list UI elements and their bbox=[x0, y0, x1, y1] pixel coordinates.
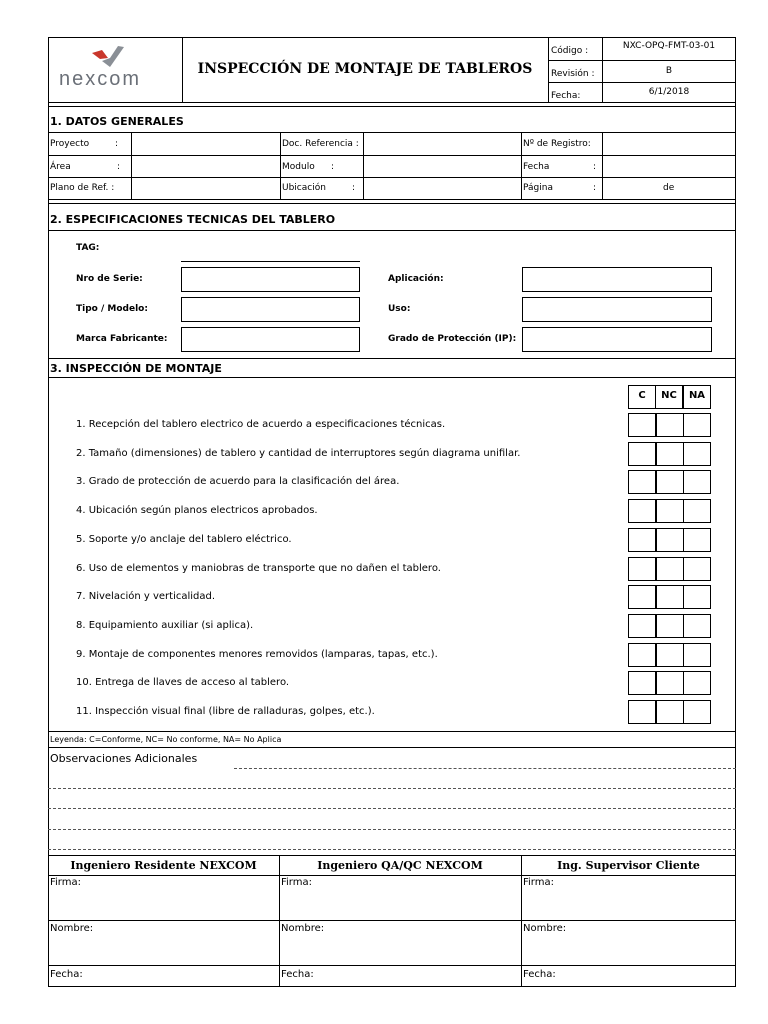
tag-label: TAG: bbox=[76, 243, 100, 253]
fecha-label: Fecha: bbox=[551, 91, 581, 101]
checkbox-nc[interactable] bbox=[656, 499, 684, 523]
section1-col bbox=[280, 132, 281, 199]
codigo-label: Código : bbox=[551, 46, 589, 56]
checkbox-na[interactable] bbox=[683, 700, 711, 724]
fecha1-label: Fecha bbox=[523, 162, 550, 172]
section2-title: 2. ESPECIFICACIONES TECNICAS DEL TABLERO bbox=[50, 213, 336, 226]
signature-row-line bbox=[48, 965, 736, 966]
checkbox-c[interactable] bbox=[628, 700, 656, 724]
inspection-item-label: 1. Recepción del tablero electrico de acuerdo a especificaciones técnicas. bbox=[76, 419, 446, 430]
inspection-item-label: 4. Ubicación según planos electricos aprobados. bbox=[76, 505, 318, 517]
plano-label: Plano de Ref. : bbox=[50, 183, 115, 193]
header-bottom-line bbox=[48, 102, 736, 103]
signature-row-line bbox=[48, 920, 736, 921]
observaciones-line bbox=[48, 747, 736, 748]
fecha-sig-label: Fecha: bbox=[523, 969, 556, 980]
colon: : bbox=[331, 162, 335, 172]
col-c-label: C bbox=[638, 390, 646, 401]
header-row-line bbox=[548, 60, 736, 61]
nro-serie-field[interactable] bbox=[181, 267, 360, 292]
fecha-sig-label: Fecha: bbox=[50, 969, 83, 980]
legend-line bbox=[48, 731, 736, 732]
sig-col2-header: Ingeniero QA/QC NEXCOM bbox=[317, 859, 483, 872]
signature-header-line bbox=[48, 875, 736, 876]
uso-field[interactable] bbox=[522, 297, 712, 322]
section1-line bbox=[48, 203, 736, 204]
checkbox-nc[interactable] bbox=[656, 671, 684, 695]
checkbox-na[interactable] bbox=[683, 499, 711, 523]
checkbox-c[interactable] bbox=[628, 643, 656, 667]
checkbox-nc[interactable] bbox=[656, 614, 684, 638]
signature-top-line bbox=[48, 855, 736, 856]
tag-underline[interactable] bbox=[181, 261, 360, 262]
codigo-value: NXC-OPQ-FMT-03-01 bbox=[622, 41, 716, 51]
nombre-label: Nombre: bbox=[523, 923, 567, 934]
section3-top-line bbox=[48, 358, 736, 359]
checkbox-na[interactable] bbox=[683, 442, 711, 466]
section2-line bbox=[48, 230, 736, 231]
ubicacion-label: Ubicación bbox=[282, 183, 326, 193]
aplicacion-label: Aplicación: bbox=[388, 274, 444, 284]
checkbox-c[interactable] bbox=[628, 614, 656, 638]
observaciones-line-5[interactable] bbox=[48, 849, 736, 850]
section1-col bbox=[602, 132, 603, 199]
aplicacion-field[interactable] bbox=[522, 267, 712, 292]
sig-col3-header: Ing. Supervisor Cliente bbox=[557, 859, 700, 872]
checkbox-nc[interactable] bbox=[656, 557, 684, 581]
fecha-value: 6/1/2018 bbox=[648, 87, 690, 97]
observaciones-line-3[interactable] bbox=[48, 808, 736, 809]
header-row-line bbox=[548, 82, 736, 83]
observaciones-line-1[interactable] bbox=[234, 768, 736, 769]
firma-label: Firma: bbox=[523, 877, 554, 888]
col-nc-label: NC bbox=[661, 390, 677, 401]
pagina-label: Página bbox=[523, 183, 553, 193]
header-divider-title bbox=[548, 37, 549, 102]
legend-text: Leyenda: C=Conforme, NC= No conforme, NA= No Aplica bbox=[50, 735, 282, 744]
inspection-item-label: 10. Entrega de llaves de acceso al tablero. bbox=[76, 677, 290, 689]
checkbox-na[interactable] bbox=[683, 557, 711, 581]
section1-col bbox=[363, 132, 364, 199]
firma-label: Firma: bbox=[281, 877, 312, 888]
inspection-item-label: 11. Inspección visual final (libre de ralladuras, golpes, etc.). bbox=[76, 706, 375, 717]
nro-serie-label: Nro de Serie: bbox=[76, 274, 143, 284]
checkbox-c[interactable] bbox=[628, 557, 656, 581]
logo-text: nexcom bbox=[59, 68, 142, 90]
section1-line bbox=[48, 199, 736, 200]
section1-line bbox=[48, 177, 736, 178]
section1-col bbox=[131, 132, 132, 199]
nombre-label: Nombre: bbox=[281, 923, 325, 934]
de-label: de bbox=[663, 183, 675, 193]
observaciones-line-2[interactable] bbox=[48, 788, 736, 789]
checkbox-na[interactable] bbox=[683, 470, 711, 494]
checkbox-na[interactable] bbox=[683, 413, 711, 437]
colon: : bbox=[593, 183, 597, 193]
section1-line bbox=[48, 132, 736, 133]
colon: : bbox=[593, 162, 597, 172]
page-title: INSPECCIÓN DE MONTAJE DE TABLEROS bbox=[197, 61, 533, 77]
marca-label: Marca Fabricante: bbox=[76, 334, 168, 344]
checkbox-nc[interactable] bbox=[656, 700, 684, 724]
checkbox-na[interactable] bbox=[683, 528, 711, 552]
colon: : bbox=[117, 162, 121, 172]
firma-label: Firma: bbox=[50, 877, 81, 888]
checkbox-nc[interactable] bbox=[656, 643, 684, 667]
section1-title: 1. DATOS GENERALES bbox=[50, 115, 184, 128]
colon: : bbox=[352, 183, 356, 193]
signature-col bbox=[279, 855, 280, 987]
checkbox-nc[interactable] bbox=[656, 470, 684, 494]
section1-line bbox=[48, 155, 736, 156]
checkbox-na[interactable] bbox=[683, 614, 711, 638]
modulo-label: Modulo bbox=[282, 162, 315, 172]
section3-title: 3. INSPECCIÓN DE MONTAJE bbox=[50, 362, 222, 375]
signature-col bbox=[521, 855, 522, 987]
nombre-label: Nombre: bbox=[50, 923, 94, 934]
inspection-item-label: 6. Uso de elementos y maniobras de transporte que no dañen el tablero. bbox=[76, 562, 441, 574]
col-na-label: NA bbox=[688, 390, 706, 401]
tipo-modelo-field[interactable] bbox=[181, 297, 360, 322]
tipo-modelo-label: Tipo / Modelo: bbox=[76, 304, 148, 314]
checkbox-nc[interactable] bbox=[656, 413, 684, 437]
checkbox-c[interactable] bbox=[628, 671, 656, 695]
inspection-item-label: 2. Tamaño (dimensiones) de tablero y cantidad de interruptores según diagrama unifilar. bbox=[76, 447, 521, 459]
grado-label: Grado de Protección (IP): bbox=[388, 334, 517, 344]
header-bottom-line bbox=[48, 106, 736, 107]
checkbox-c[interactable] bbox=[628, 528, 656, 552]
grado-field[interactable] bbox=[522, 327, 712, 352]
uso-label: Uso: bbox=[388, 304, 411, 314]
checkbox-nc[interactable] bbox=[656, 442, 684, 466]
checkbox-c[interactable] bbox=[628, 499, 656, 523]
checkbox-nc[interactable] bbox=[656, 585, 684, 609]
colon: : bbox=[115, 139, 119, 149]
inspection-item-label: 8. Equipamiento auxiliar (si aplica). bbox=[76, 619, 254, 631]
fecha-sig-label: Fecha: bbox=[281, 969, 314, 980]
section1-col bbox=[521, 132, 522, 199]
registro-label: Nº de Registro: bbox=[523, 139, 591, 149]
checkbox-c[interactable] bbox=[628, 442, 656, 466]
checkbox-na[interactable] bbox=[683, 585, 711, 609]
checkbox-na[interactable] bbox=[683, 643, 711, 667]
revision-label: Revisión : bbox=[551, 69, 595, 79]
observaciones-line-4[interactable] bbox=[48, 829, 736, 830]
inspection-item-label: 9. Montaje de componentes menores removidos (lamparas, tapas, etc.). bbox=[76, 648, 438, 660]
observaciones-label: Observaciones Adicionales bbox=[50, 752, 198, 765]
inspection-item-label: 7. Nivelación y verticalidad. bbox=[76, 591, 216, 603]
inspection-item-label: 3. Grado de protección de acuerdo para la clasificación del área. bbox=[76, 476, 400, 488]
checkbox-nc[interactable] bbox=[656, 528, 684, 552]
marca-field[interactable] bbox=[181, 327, 360, 352]
area-label: Área bbox=[50, 162, 71, 172]
checkbox-c[interactable] bbox=[628, 585, 656, 609]
proyecto-label: Proyecto bbox=[50, 139, 90, 149]
revision-value: B bbox=[665, 66, 673, 76]
checkbox-na[interactable] bbox=[683, 671, 711, 695]
inspection-item-label: 5. Soporte y/o anclaje del tablero eléctrico. bbox=[76, 533, 292, 545]
sig-col1-header: Ingeniero Residente NEXCOM bbox=[70, 859, 257, 872]
doc-ref-label: Doc. Referencia : bbox=[282, 139, 359, 149]
checkbox-c[interactable] bbox=[628, 470, 656, 494]
section3-line bbox=[48, 377, 736, 378]
checkbox-c[interactable] bbox=[628, 413, 656, 437]
